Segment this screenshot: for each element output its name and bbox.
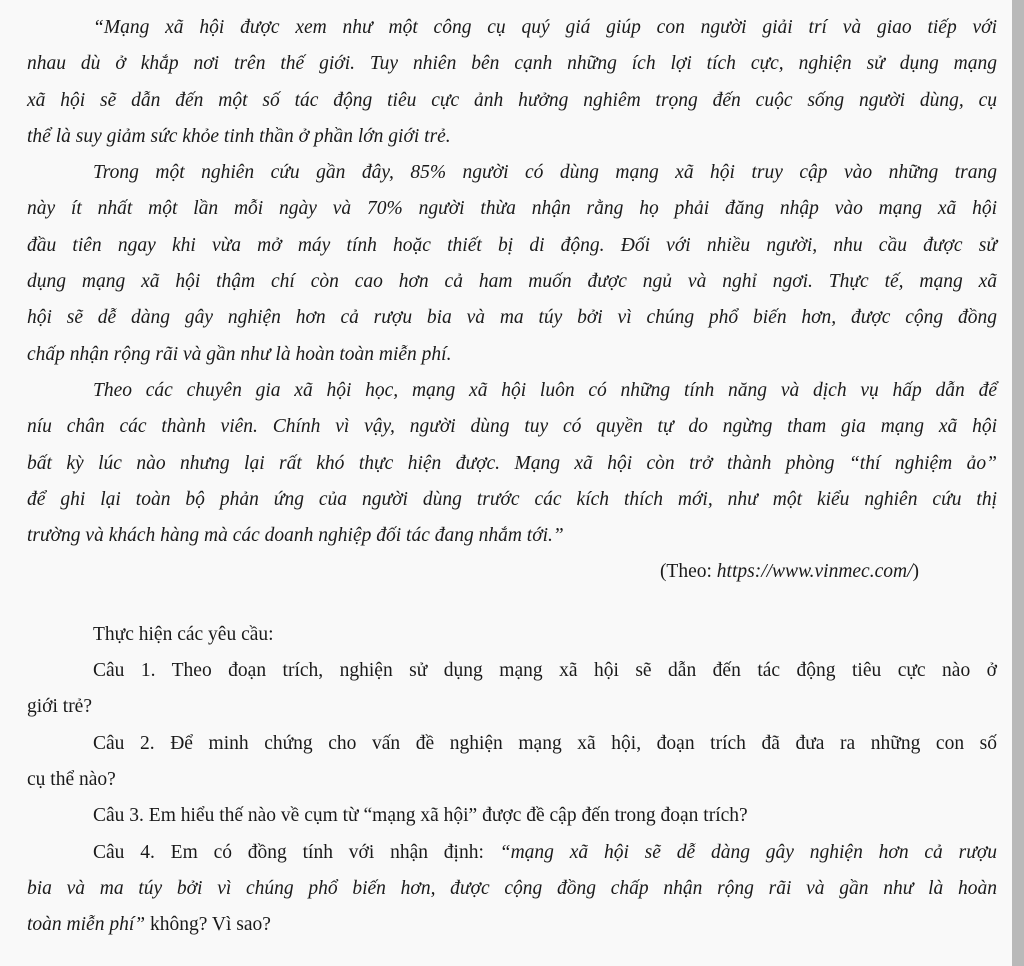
text-line: dụng mạng xã hội thậm chí còn cao hơn cả ham muốn được ngủ và nghỉ ngơi. Thực tế, mạng xã — [27, 271, 997, 293]
q4-lead: Câu 4. Em có đồng tính với nhận định: — [93, 841, 500, 863]
text-line: hội sẽ dễ dàng gây nghiện hơn cả rượu bia và ma túy bởi vì chúng phổ biến hơn, được cộng đồng — [27, 307, 997, 329]
text-line: Câu 3. Em hiểu thế nào về cụm từ “mạng xã hội” được đề cập đến trong đoạn trích? — [93, 805, 748, 827]
question-3 — [27, 798, 997, 834]
text-line: đầu tiên ngay khi vừa mở máy tính hoặc thiết bị di động. Đối với nhiều người, nhu cầu được sử — [27, 234, 997, 256]
text-line: để ghi lại toàn bộ phản ứng của người dùng trước các kích thích mới, như một kiểu nghiên cứu thị — [27, 488, 997, 510]
text-line: bất kỳ lúc nào nhưng lại rất khó thực hiện được. Mạng xã hội còn trở thành phòng “thí nghiệm ảo” — [27, 452, 997, 474]
source-url: https://www.vinmec.com/ — [716, 561, 913, 583]
text-line: níu chân các thành viên. Chính vì vậy, người dùng tuy có quyền tự do ngừng tham gia mạng xã hội — [27, 416, 997, 438]
question-1 — [27, 653, 997, 726]
scrollbar-track[interactable] — [1012, 0, 1024, 966]
text-line: “Mạng xã hội được xem như một công cụ quý giá giúp con người giải trí và giao tiếp với — [93, 17, 997, 38]
q4-question: không? Vì sao? — [145, 914, 271, 936]
document-text — [27, 10, 997, 943]
text-line — [27, 835, 997, 871]
text-line: nhau dù ở khắp nơi trên thế giới. Tuy nhiên bên cạnh những ích lợi tích cực, nghiện sử dụng mạng — [27, 53, 997, 75]
source-suffix: ) — [912, 561, 919, 583]
source-citation — [27, 554, 997, 590]
text-line: bia và ma túy bởi vì chúng phổ biến hơn, được cộng đồng chấp nhận rộng rãi và gần như là hoàn — [27, 877, 997, 899]
question-4 — [27, 835, 997, 944]
text-line: Câu 2. Để minh chứng cho vấn đề nghiện mạng xã hội, đoạn trích đã đưa ra những con số — [93, 732, 997, 754]
text-line: chấp nhận rộng rãi và gần như là hoàn toàn miễn phí. — [27, 343, 452, 365]
text-line: giới trẻ? — [27, 696, 92, 718]
passage-paragraph-2 — [27, 155, 997, 373]
text-line: trường và khách hàng mà các doanh nghiệp đối tác đang nhắm tới.” — [27, 525, 564, 547]
section-gap — [27, 591, 997, 617]
passage-paragraph-3 — [27, 373, 997, 554]
tasks-section — [27, 617, 997, 944]
text-line: thể là suy giảm sức khỏe tinh thần ở phần lớn giới trẻ. — [27, 125, 451, 147]
passage-paragraph-1 — [27, 10, 997, 155]
question-2 — [27, 726, 997, 799]
text-line: cụ thể nào? — [27, 768, 116, 790]
text-line: Trong một nghiên cứu gần đây, 85% người có dùng mạng xã hội truy cập vào những trang — [93, 162, 997, 184]
tasks-heading: Thực hiện các yêu cầu: — [93, 623, 274, 645]
text-line: Câu 1. Theo đoạn trích, nghiện sử dụng mạng xã hội sẽ dẫn đến tác động tiêu cực nào ở — [93, 660, 997, 682]
source-prefix: (Theo: — [659, 561, 717, 583]
text-line: này ít nhất một lần mỗi ngày và 70% người thừa nhận rằng họ phải đăng nhập vào mạng xã hội — [27, 198, 997, 220]
q4-quote: “mạng xã hội sẽ dễ dàng gây nghiện hơn cả rượu — [499, 841, 997, 863]
q4-quote-end: toàn miễn phí” — [27, 914, 146, 936]
text-line — [27, 907, 997, 943]
text-line: Theo các chuyên gia xã hội học, mạng xã hội luôn có những tính năng và dịch vụ hấp dẫn để — [93, 379, 997, 401]
text-line: xã hội sẽ dẫn đến một số tác động tiêu cực ảnh hưởng nghiêm trọng đến cuộc sống người dùng, cụ — [27, 89, 997, 111]
